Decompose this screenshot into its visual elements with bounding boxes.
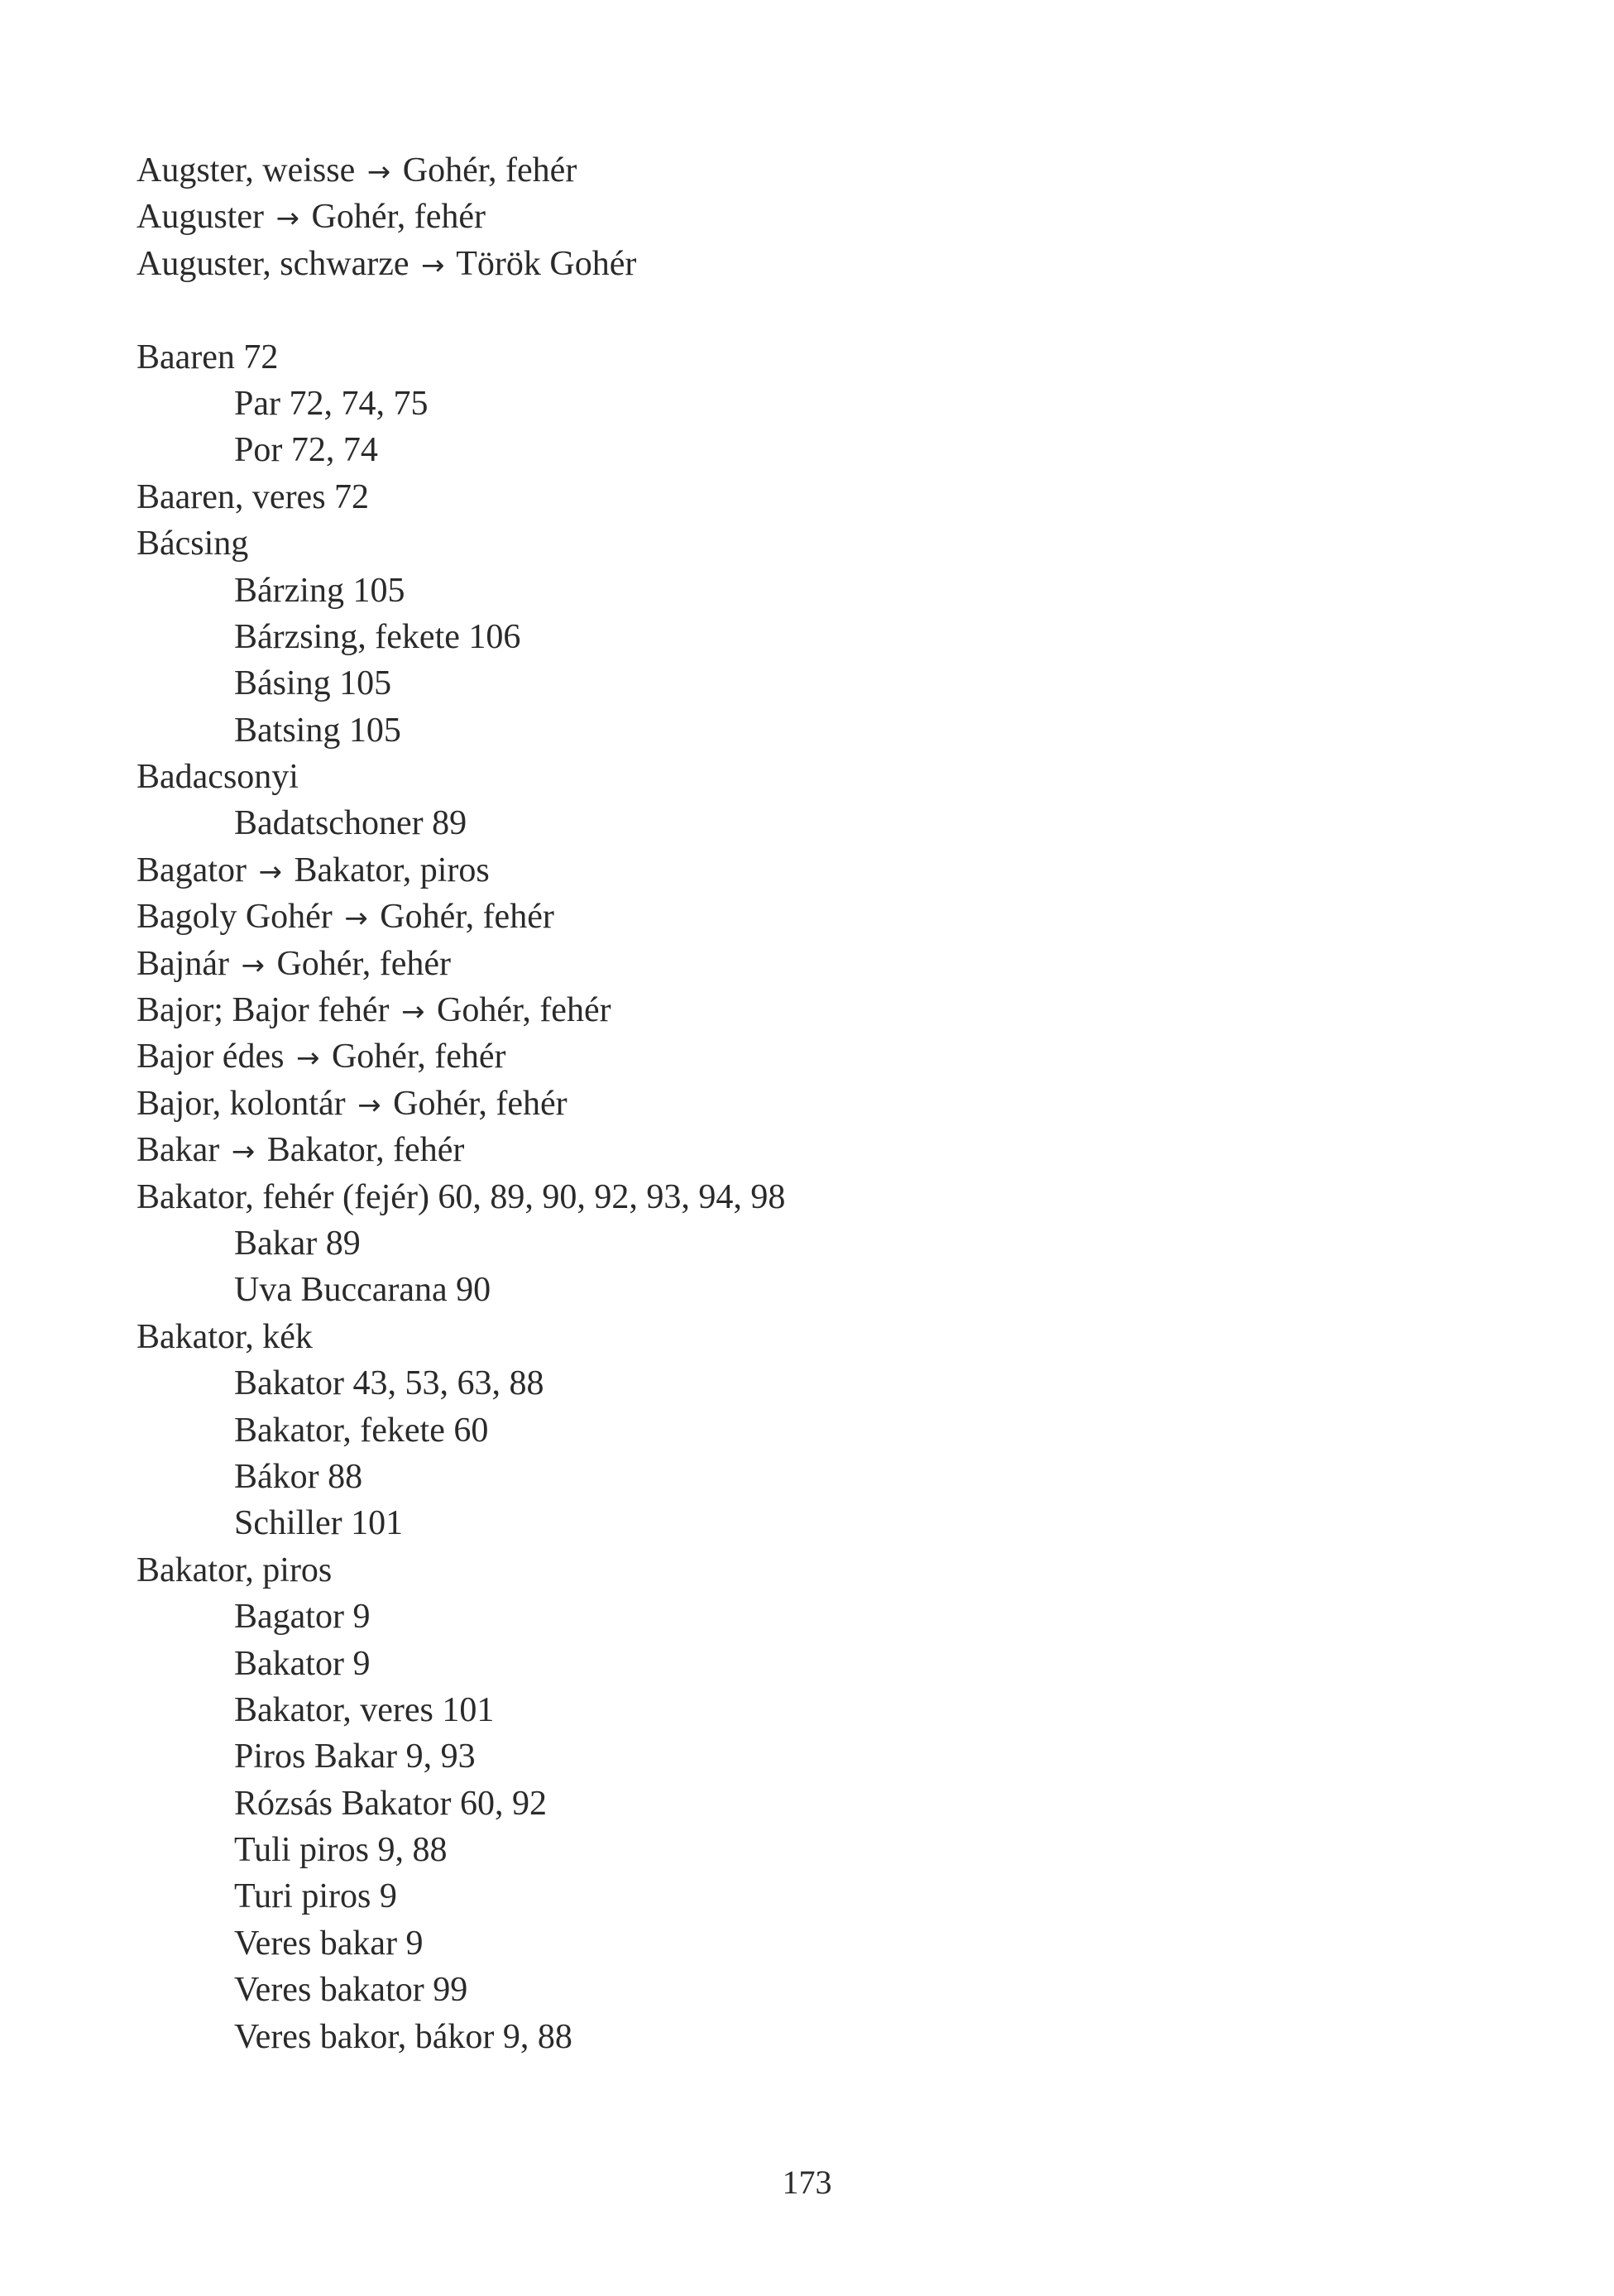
- index-term: Par 72, 74, 75: [234, 384, 429, 423]
- index-subentry: [136, 1641, 1501, 1687]
- arrow-right-icon: →: [344, 902, 368, 936]
- cross-reference: Török Gohér: [456, 244, 637, 283]
- index-term: Básing 105: [234, 664, 392, 703]
- index-term: Auguster, schwarze: [136, 244, 409, 283]
- index-term: Bácsing: [136, 525, 249, 563]
- index-entry: [136, 194, 1501, 240]
- index-entry: [136, 941, 1501, 987]
- index-term: Piros Bakar 9, 93: [234, 1738, 476, 1776]
- index-term: Bakator, fehér (fejér) 60, 89, 90, 92, 93, 94, 98: [136, 1177, 786, 1216]
- index-subentry: [136, 1827, 1501, 1873]
- cross-reference: Gohér, fehér: [276, 944, 451, 983]
- arrow-right-icon: →: [241, 948, 265, 982]
- index-subentry: [136, 707, 1501, 754]
- index-subentry: [136, 1733, 1501, 1780]
- cross-reference: Bakator, fehér: [266, 1131, 465, 1170]
- index-entry: [136, 847, 1501, 894]
- index-term: Por 72, 74: [234, 431, 378, 470]
- index-subentry: [136, 1967, 1501, 2013]
- index-content: [136, 147, 1501, 2060]
- index-entry: [136, 754, 1501, 800]
- index-term: Veres bakar 9: [234, 1924, 424, 1963]
- index-term: Badatschoner 89: [234, 804, 467, 843]
- index-subentry: [136, 1687, 1501, 1733]
- index-subentry: [136, 1267, 1501, 1313]
- index-term: Bakator 43, 53, 63, 88: [234, 1364, 544, 1403]
- index-entry: [136, 474, 1501, 520]
- index-term: Bajnár: [136, 944, 229, 983]
- index-term: Rózsás Bakator 60, 92: [234, 1784, 547, 1823]
- index-term: Veres bakor, bákor 9, 88: [234, 2017, 572, 2056]
- page-number: 173: [782, 2164, 832, 2201]
- index-subentry: [136, 1500, 1501, 1546]
- index-subentry: [136, 1360, 1501, 1407]
- index-subentry: [136, 1873, 1501, 1920]
- group-spacer: [136, 287, 1501, 333]
- index-subentry: [136, 1220, 1501, 1267]
- cross-reference: Gohér, fehér: [380, 898, 554, 937]
- index-entry: [136, 147, 1501, 194]
- index-term: Veres bakator 99: [234, 1971, 468, 2010]
- index-subentry: [136, 381, 1501, 427]
- index-subentry: [136, 1407, 1501, 1454]
- index-entry: [136, 241, 1501, 287]
- index-term: Bagator 9: [234, 1598, 371, 1637]
- cross-reference: Gohér, fehér: [311, 198, 486, 237]
- arrow-right-icon: →: [231, 1135, 256, 1169]
- index-subentry: [136, 427, 1501, 473]
- index-entry: [136, 1127, 1501, 1173]
- index-term: Badacsonyi: [136, 758, 299, 797]
- index-term: Tuli piros 9, 88: [234, 1831, 448, 1870]
- arrow-right-icon: →: [366, 156, 391, 189]
- index-term: Augster, weisse: [136, 151, 356, 189]
- index-term: Bajor édes: [136, 1038, 285, 1076]
- index-term: Bakar 89: [234, 1224, 361, 1263]
- index-term: Auguster: [136, 198, 264, 237]
- cross-reference: Gohér, fehér: [437, 991, 611, 1030]
- index-entry: [136, 894, 1501, 940]
- index-entry: [136, 1081, 1501, 1127]
- index-term: Uva Buccarana 90: [234, 1271, 491, 1310]
- index-term: Baaren, veres 72: [136, 477, 370, 516]
- arrow-right-icon: →: [421, 248, 445, 282]
- index-entry: [136, 1033, 1501, 1080]
- index-term: Bajor, kolontár: [136, 1084, 346, 1123]
- arrow-right-icon: →: [357, 1088, 381, 1122]
- index-subentry: [136, 1920, 1501, 1967]
- index-entry: [136, 520, 1501, 567]
- index-term: Bagator: [136, 851, 247, 889]
- index-term: Baaren 72: [136, 338, 279, 376]
- cross-reference: Gohér, fehér: [402, 151, 577, 189]
- arrow-right-icon: →: [295, 1042, 320, 1076]
- index-term: Bakator, fekete 60: [234, 1411, 489, 1450]
- index-term: Bakator 9: [234, 1644, 371, 1683]
- index-subentry: [136, 660, 1501, 707]
- arrow-right-icon: →: [258, 855, 282, 889]
- index-term: Bákor 88: [234, 1457, 363, 1496]
- cross-reference: Bakator, piros: [294, 851, 490, 889]
- cross-reference: Gohér, fehér: [331, 1038, 506, 1076]
- index-subentry: [136, 1781, 1501, 1827]
- index-term: Bajor; Bajor fehér: [136, 991, 390, 1030]
- index-subentry: [136, 568, 1501, 614]
- index-term: Bagoly Gohér: [136, 898, 333, 937]
- arrow-right-icon: →: [275, 202, 299, 236]
- index-entry: [136, 1314, 1501, 1360]
- index-term: Bakar: [136, 1131, 220, 1170]
- index-subentry: [136, 1594, 1501, 1640]
- index-term: Turi piros 9: [234, 1877, 397, 1916]
- index-entry: [136, 334, 1501, 381]
- arrow-right-icon: →: [401, 995, 425, 1029]
- index-entry: [136, 1174, 1501, 1220]
- index-term: Schiller 101: [234, 1504, 404, 1543]
- index-entry: [136, 1547, 1501, 1594]
- index-subentry: [136, 2014, 1501, 2060]
- index-subentry: [136, 614, 1501, 660]
- index-entry: [136, 987, 1501, 1033]
- index-subentry: [136, 1454, 1501, 1500]
- index-term: Batsing 105: [234, 711, 401, 750]
- index-term: Bárzing 105: [234, 571, 405, 610]
- index-term: Bakator, kék: [136, 1317, 313, 1356]
- index-term: Bakator, veres 101: [234, 1690, 495, 1729]
- cross-reference: Gohér, fehér: [393, 1084, 568, 1123]
- index-term: Bárzsing, fekete 106: [234, 617, 521, 656]
- index-term: Bakator, piros: [136, 1551, 333, 1589]
- index-subentry: [136, 800, 1501, 846]
